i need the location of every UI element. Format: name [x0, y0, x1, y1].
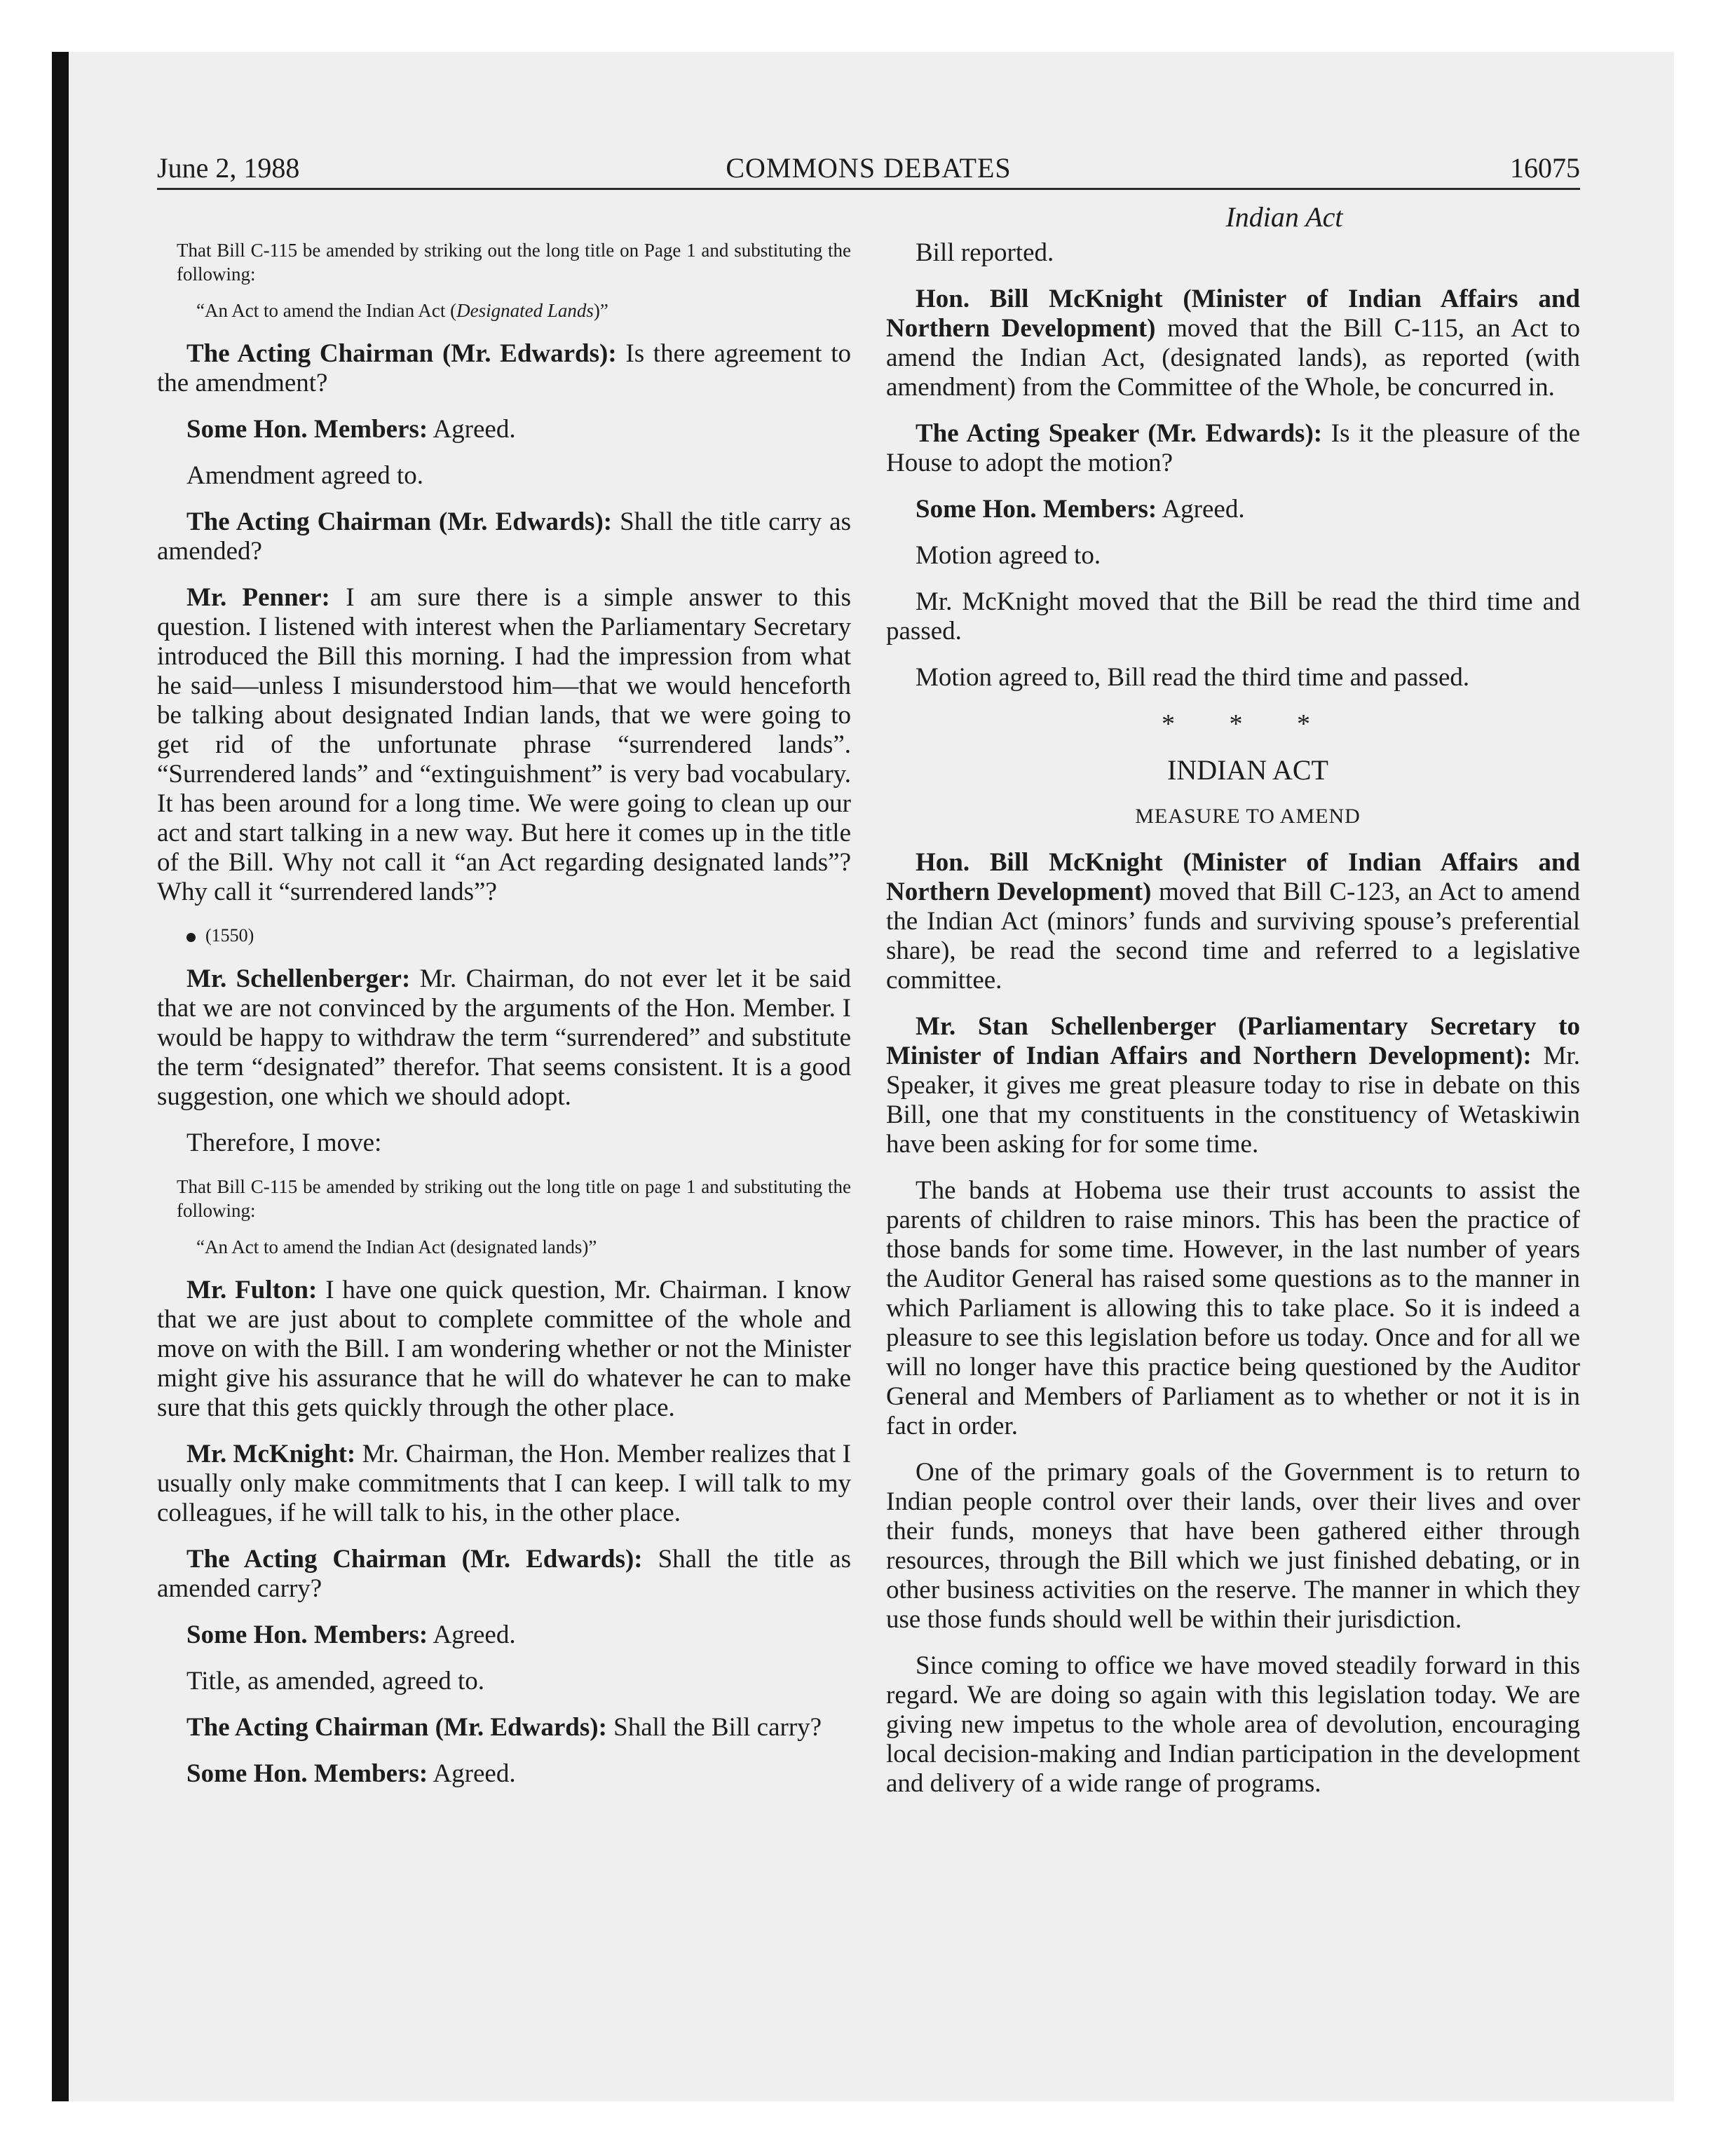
paragraph: The Acting Chairman (Mr. Edwards): Shall the title carry as amended? — [157, 507, 851, 566]
speaker: Some Hon. Members: — [186, 1621, 428, 1649]
paragraph: Some Hon. Members: Agreed. — [916, 495, 1245, 524]
paragraph: Mr. Fulton: I have one quick question, Mr. Chairman. I know that we are just about to complete committee of the whole and move on with the Bill. I am wondering whether or not the Minister might give his assurance that he will do whatever he can to make sure that this gets quickly through the other place. — [157, 1276, 851, 1422]
speaker: Mr. Fulton: — [186, 1276, 318, 1304]
motion-title-quote: “An Act to amend the Indian Act (Designated Lands)” — [196, 300, 608, 321]
paragraph: Therefore, I move: — [186, 1128, 382, 1157]
speaker: Some Hon. Members: — [186, 1759, 428, 1788]
paragraph: Since coming to office we have moved steadily forward in this regard. We are doing so again with this legislation today. We are giving new impetus to the whole area of devolution, encouraging local decision-making and Indian participation in the development and delivery of a wide range of programs. — [886, 1651, 1580, 1798]
speaker: Some Hon. Members: — [916, 495, 1157, 524]
section-title: INDIAN ACT — [1167, 754, 1328, 786]
speaker: The Acting Chairman (Mr. Edwards): — [186, 507, 613, 536]
paragraph: Bill reported. — [916, 238, 1054, 267]
header-date: June 2, 1988 — [157, 152, 300, 184]
paragraph: Hon. Bill McKnight (Minister of Indian Affairs and Northern Development) moved that the Bill C-115, an Act to amend the Indian Act, (designated lands), as reported (with amendment) from the Committee of the Whole, be concurred in. — [886, 285, 1580, 402]
paragraph: Some Hon. Members: Agreed. — [186, 1759, 516, 1788]
paragraph: Hon. Bill McKnight (Minister of Indian Affairs and Northern Development) moved that Bill C-123, an Act to amend the Indian Act (minors’ funds and surviving spouse’s preferential share), be read the second time and referred to a legislative committee. — [886, 848, 1580, 995]
right-column — [886, 238, 1580, 1815]
speaker: Mr. Stan Schellenberger (Parliamentary Secretary to Minister of Indian Affairs and Northern Development): — [886, 1012, 1580, 1070]
paragraph: Motion agreed to, Bill read the third time and passed. — [916, 663, 1470, 692]
motion-quote: That Bill C-115 be amended by striking out the long title on page 1 and substituting the following: — [177, 1176, 851, 1221]
paragraph: Some Hon. Members: Agreed. — [186, 415, 516, 444]
speaker: Mr. McKnight: — [186, 1440, 356, 1468]
paragraph: Motion agreed to. — [916, 541, 1101, 570]
paragraph: Mr. Penner: I am sure there is a simple answer to this question. I listened with interest when the Parliamentary Secretary introduced the Bill this morning. I had the impression from what he said—unless I misunderstood him—that we would henceforth be talking about designated Indian lands, that we were going to get rid of the unfortunate phrase “surrendered lands”. “Surrendered lands” and “extinguishment” is very bad vocabulary. It has been around for a long time. We were going to clean up our act and start talking in a new way. But here it comes up in the title of the Bill. Why not call it “an Act regarding designated lands”? Why call it “surrendered lands”? — [157, 583, 851, 906]
speaker: Hon. Bill McKnight (Minister of Indian Affairs and Northern Development) — [886, 848, 1580, 906]
paragraph: Title, as amended, agreed to. — [186, 1667, 485, 1696]
section-separator: * * * — [1162, 709, 1334, 739]
speaker: Mr. Schellenberger: — [186, 964, 411, 993]
motion-title-quote: “An Act to amend the Indian Act (designated lands)” — [196, 1236, 597, 1257]
paragraph: Mr. Schellenberger: Mr. Chairman, do not ever let it be said that we are not convinced by the arguments of the Hon. Member. I would be happy to withdraw the term “surrendered” and substitute the term “designated” therefor. That seems consistent. It is a good suggestion, one which we should adopt. — [157, 964, 851, 1111]
page-header — [157, 149, 1580, 190]
speaker: Some Hon. Members: — [186, 415, 428, 444]
paragraph: Some Hon. Members: Agreed. — [186, 1621, 516, 1649]
speaker: The Acting Chairman (Mr. Edwards): — [186, 339, 617, 368]
paragraph: The bands at Hobema use their trust accounts to assist the parents of children to raise minors. This has been the practice of those bands for some time. However, in the last number of years the Auditor General has raised some questions as to the manner in which Parliament is allowing this to take place. So it is indeed a pleasure to see this legislation before us today. Once and for all we will no longer have this practice being questioned by the Auditor General and Members of Parliament as to whether or not it is in fact in order. — [886, 1176, 1580, 1440]
speaker: The Acting Speaker (Mr. Edwards): — [916, 419, 1323, 448]
paragraph: Mr. McKnight moved that the Bill be read the third time and passed. — [886, 587, 1580, 646]
timestamp: (1550) — [157, 924, 851, 948]
paragraph: Amendment agreed to. — [186, 461, 424, 490]
header-publication: COMMONS DEBATES — [726, 152, 1012, 184]
speaker: Hon. Bill McKnight (Minister of Indian Affairs and Northern Development) — [886, 285, 1580, 343]
binding-edge — [52, 52, 69, 2101]
speaker: The Acting Chairman (Mr. Edwards): — [186, 1545, 643, 1574]
motion-quote: That Bill C-115 be amended by striking out the long title on Page 1 and substituting the following: — [177, 240, 851, 285]
bullet-icon — [186, 933, 196, 942]
left-column — [157, 238, 851, 1806]
running-title: Indian Act — [1225, 201, 1343, 233]
speaker: The Acting Chairman (Mr. Edwards): — [186, 1713, 607, 1742]
paragraph: Mr. Stan Schellenberger (Parliamentary Secretary to Minister of Indian Affairs and Northern Development): Mr. Speaker, it gives me great pleasure today to rise in debate on this Bill, one that my constituents in the constituency of Wetaskiwin have been asking for for some time. — [886, 1012, 1580, 1159]
paragraph: One of the primary goals of the Government is to return to Indian people control over their lands, over their lives and over their funds, moneys that have been gathered either through resources, through the Bill which we just finished debating, or in other business activities on the reserve. The manner in which they use those funds should well be within their jurisdiction. — [886, 1458, 1580, 1634]
paragraph: The Acting Chairman (Mr. Edwards): Is there agreement to the amendment? — [157, 339, 851, 397]
section-subtitle: MEASURE TO AMEND — [1135, 805, 1361, 828]
paragraph: The Acting Chairman (Mr. Edwards): Shall the Bill carry? — [186, 1713, 822, 1742]
paragraph: The Acting Speaker (Mr. Edwards): Is it the pleasure of the House to adopt the motion? — [886, 419, 1581, 477]
speaker: Mr. Penner: — [186, 583, 330, 612]
paragraph: The Acting Chairman (Mr. Edwards): Shall the title as amended carry? — [157, 1545, 851, 1603]
paragraph: Mr. McKnight: Mr. Chairman, the Hon. Member realizes that I usually only make commitments that I can keep. I will talk to my colleagues, if he will talk to his, in the other place. — [157, 1440, 851, 1527]
header-page-number: 16075 — [1510, 152, 1580, 184]
